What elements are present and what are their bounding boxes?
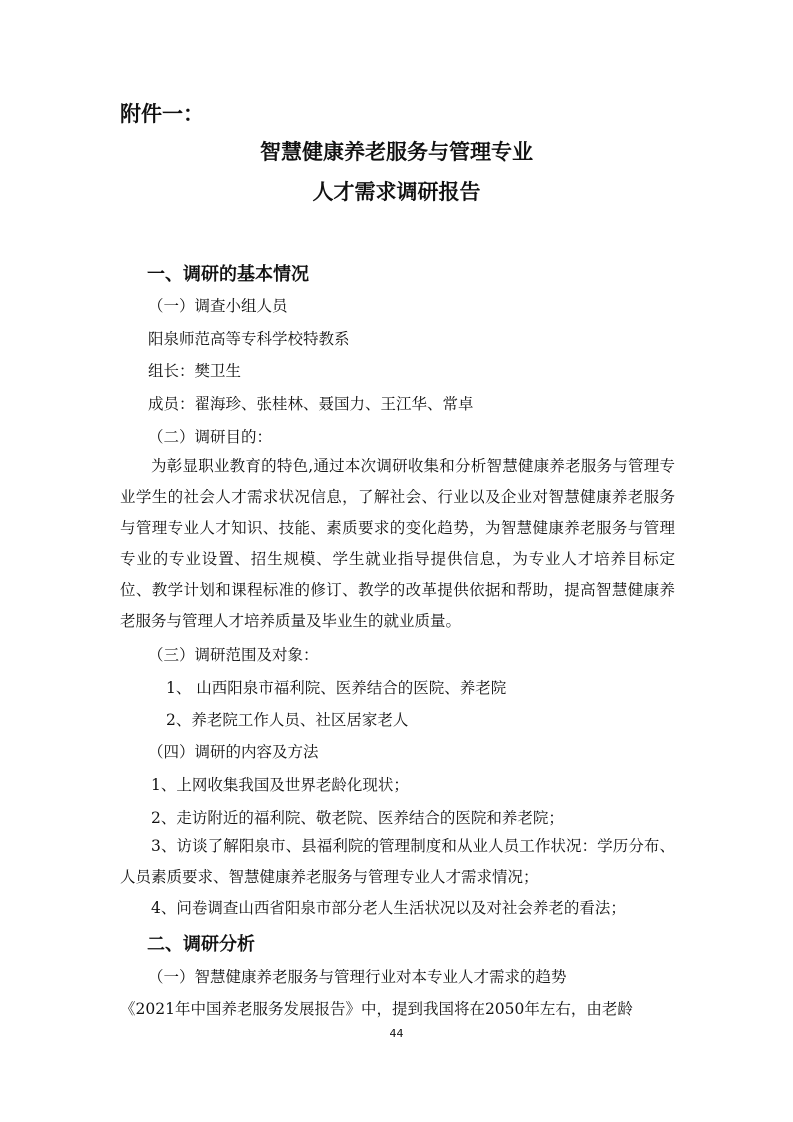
section1-method4: 4、问卷调查山西省阳泉市部分老人生活状况以及对社会养老的看法； — [151, 899, 626, 917]
section1-org: 阳泉师范高等专科学校特教系 — [148, 330, 350, 348]
section2-sub1: （一）智慧健康养老服务与管理行业对本专业人才需求的趋势 — [148, 968, 567, 986]
section1-sub2: （二）调研目的： — [148, 428, 273, 446]
page-number: 44 — [389, 1027, 404, 1040]
section1-method1: 1、上网收集我国及世界老龄化现状； — [151, 776, 409, 794]
section1-method2: 2、走访附近的福利院、敬老院、医养结合的医院和养老院； — [151, 809, 564, 827]
section2-heading: 二、调研分析 — [147, 934, 255, 955]
section1-members: 成员：翟海珍、张桂林、聂国力、王江华、常卓 — [148, 395, 474, 413]
document-title-line1: 智慧健康养老服务与管理专业 — [260, 140, 533, 164]
section2-text: 《2021年中国养老服务发展报告》中，提到我国将在2050年左右，由老龄 — [120, 1000, 633, 1018]
section1-method3: 3、访谈了解阳泉市、县福利院的管理制度和从业人员工作状况：学历分布、人员素质要求、智慧健康养老服务与管理专业人才需求情况； — [120, 837, 675, 886]
section1-leader: 组长：樊卫生 — [148, 362, 242, 380]
section1-sub4: （四）调研的内容及方法 — [148, 743, 319, 761]
section1-purpose-paragraph: 为彰显职业教育的特色,通过本次调研收集和分析智慧健康养老服务与管理专业学生的社会人才需求状况信息，了解社会、行业以及企业对智慧健康养老服务与管理专业人才知识、技能、素质要求的变化趋势，为智慧健康养老服务与管理专业的专业设置、招生规模、学生就业指导提供信息，为专业人才培养目标定位、教学计划和课程标准的修订、教学的改革提供依据和帮助，提高智慧健康养老服务与管理人才培养质量及毕业生的就业质量。 — [120, 457, 675, 630]
section1-sub1: （一）调查小组人员 — [148, 297, 288, 315]
section1-scope1: 1、 山西阳泉市福利院、医养结合的医院、养老院 — [166, 679, 507, 697]
section1-scope2: 2、养老院工作人员、社区居家老人 — [166, 711, 409, 729]
document-title-line2: 人才需求调研报告 — [312, 180, 481, 204]
section1-sub3: （三）调研范围及对象： — [148, 646, 319, 664]
attachment-label: 附件一： — [120, 102, 204, 126]
section1-heading: 一、调研的基本情况 — [147, 264, 309, 285]
